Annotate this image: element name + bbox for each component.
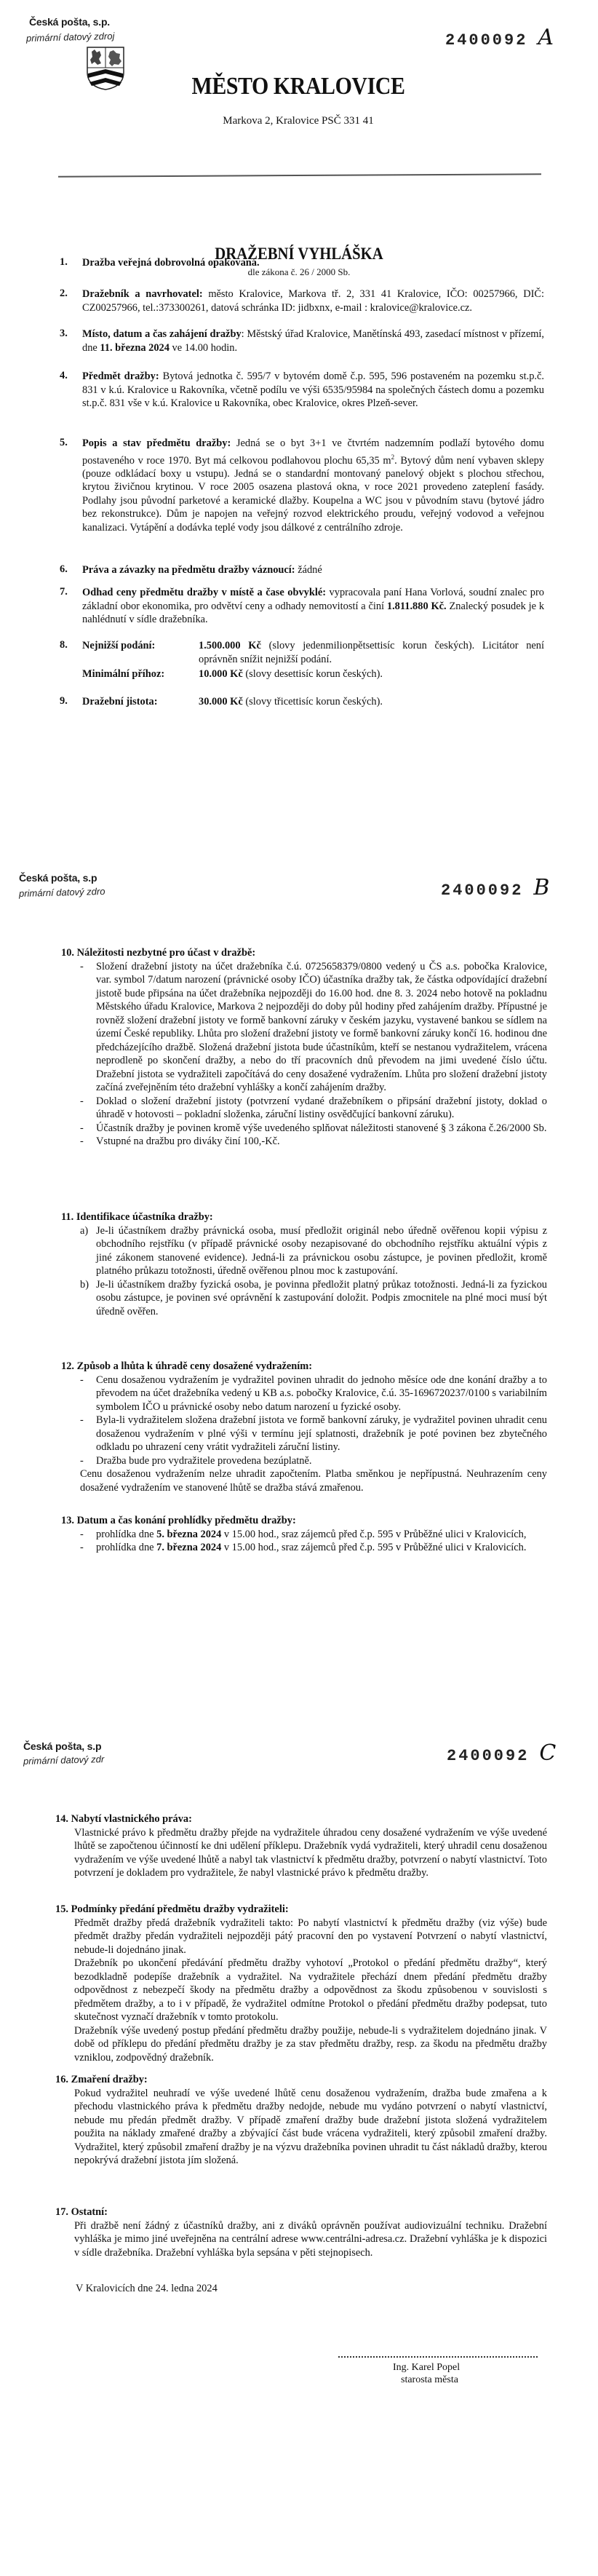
postal-stamp-name: Česká pošta, s.p xyxy=(23,1740,102,1752)
list-item: - Vstupné na dražbu pro diváky činí 100,-Kč. xyxy=(80,1136,280,1147)
section-heading: Odhad ceny předmětu dražby v místě a čase obvyklé: xyxy=(82,587,327,598)
section-heading: Nabytí vlastnického práva: xyxy=(71,1813,192,1825)
section-17 xyxy=(55,2206,547,2259)
section-10 xyxy=(61,946,547,1149)
document-number xyxy=(445,25,554,50)
section-number: 14. xyxy=(55,1813,68,1825)
payment-list xyxy=(80,1374,547,1468)
section-text: Znalecký posudek je k nahlédnutí v sídle dražebníka. xyxy=(82,600,545,625)
section-text: (slovy jedenmilionpětsettisíc korun českých). Licitátor není oprávněn snížit nejnižší podání. xyxy=(199,640,544,665)
section-number: 6. xyxy=(60,563,68,575)
section-number: 17. xyxy=(55,2206,68,2218)
section-heading: Datum a čas konání prohlídky předmětu dražby: xyxy=(76,1515,296,1526)
deposit-label: Dražební jistota: xyxy=(82,696,158,708)
list-item: b) Je-li účastníkem dražby fyzická osoba, je povinna předložit platný průkaz totožnosti. Jedná-li za fyzickou osobu zástupce, je povinen své oprávnění k zastupování doložit. Podpis zmocnitele na plné moci musí být úředně ověřen. xyxy=(80,1278,547,1317)
section-4 xyxy=(52,370,544,411)
section-text: Předmět dražby předá dražebník vydražiteli takto: Po nabytí vlastnictví k předmětu dražby (viz výše) bude předmět dražby předán vydražiteli nejpozději pátý pracovní den po vystavení Potvrzení o nabytí vlastnictví, nebude-li dojednáno jinak. xyxy=(74,1917,547,1956)
section-number: 3. xyxy=(60,328,68,339)
section-heading: Práva a závazky na předmětu dražby váznoucí: xyxy=(82,564,295,576)
section-16 xyxy=(55,2073,547,2168)
section-heading: Ostatní: xyxy=(71,2206,108,2218)
section-heading: Dražebník a navrhovatel: xyxy=(82,288,203,300)
signatory-title: starosta města xyxy=(401,2374,458,2385)
section-text: : Městský úřad Kralovice, Manětínská 493, zasedací místnost v přízemí, dne xyxy=(82,328,544,354)
section-text: Dražebník po ukončení předávání předmětu dražby vyhotoví „Protokol o předání předmětu dražby“, který bezodkladně podepíše dražebník a vydražitel. Na vydražitele přechází dnem předání předmětu dražby odpovědnost z nebezpečí škody na předmětu dražby a odpovědnost za škodu způsobenou v souvislosti s předmětem dražby, a to i v případě, že vydražitel odmítne Protokol o předání předmětu dražby podepsat, tuto skutečnost vyznačí dražebník v tomto protokolu. xyxy=(74,1957,547,2023)
section-1 xyxy=(52,256,544,270)
municipality-title: MĚSTO KRALOVICE xyxy=(191,73,405,100)
document-number xyxy=(441,875,549,900)
section-12 xyxy=(61,1360,547,1494)
section-number: 11. xyxy=(61,1211,74,1223)
auction-date: 11. března 2024 xyxy=(100,341,170,354)
list-item: - Složení dražební jistoty na účet dražebníka č.ú. 0725658379/0800 vedený u ČS a.s. pobočka Kralovice, var. symbol 7/datum narození (právnické osoby IČO) účastníka dražby tak, že částka odpovídající dražební jistotě bude připsána na účet dražebníka nejpozději do 16.00 hod. dne 8. 3. 2024 nebo hotově na pokladnu Městského úřadu Kralovice, Markova 2 nejpozději do doby půl hodiny před zahájením dražby. Přípustné je rovněž složení dražební jistoty ve formě bankovní záruky v českém jazyku, vystavené bankou se sídlem na území České republiky. Lhůta pro složení dražební jistoty ve formě bankovní záruky končí 16. hodinou dne předcházejícího dražbě. Složená dražební jistota bude účastníkům, kteří se nestanou vydražitelem, vrácena neprodleně po skončení dražby, a nebo do tří pracovních dnů převodem na jimi uvedené číslo účtu. Dražební jistota se vydražiteli započítává do ceny dosažené vydražením. Lhůta pro složení dražební jistoty začíná zveřejněním této dražební vyhlášky a končí zahájením dražby. xyxy=(80,960,547,1093)
section-number: 12. xyxy=(61,1360,74,1372)
section-text: Při dražbě není žádný z účastníků dražby, ani z diváků oprávněn používat audiovizuální techniku. Dražební vyhláška je mimo jiné uveřejněna na centrální adrese www.centrálni-adresa.cz. Dražební vyhláška je k dispozici v sídle dražebníka. Dražební vyhláška byla sepsána v pěti stejnopisech. xyxy=(74,2219,547,2259)
section-3 xyxy=(52,328,544,354)
section-14 xyxy=(55,1812,547,1880)
section-13 xyxy=(61,1514,547,1555)
section-text: žádné xyxy=(295,564,322,576)
section-heading: Předmět dražby: xyxy=(82,370,159,382)
section-text: Jedná se o byt 3+1 ve čtvrtém nadzemním podlaží bytového domu postaveného v roce 1970. Byt má celkovou podlahovou plochu 65,35 m xyxy=(82,437,544,467)
section-text: Dražebník výše uvedený postup předání předmětu dražby použije, nebude-li s vydražitelem dojednáno jinak. V době od příklepu do předání předmětu dražby je za stav předmětu dražby, resp. za škodu na předmětu dražby vzniklou, zodpovědný dražebník. xyxy=(74,2024,547,2064)
section-5 xyxy=(52,437,544,534)
section-heading: Dražba veřejná dobrovolná opakovaná. xyxy=(82,257,260,269)
section-number: 8. xyxy=(60,639,68,651)
document-title: DRAŽEBNÍ VYHLÁŠKA xyxy=(215,245,383,263)
postal-stamp-subtitle: primární datový zdr xyxy=(23,1753,105,1767)
document-number-value: 2400092 xyxy=(445,31,528,49)
list-item: - Byla-li vydražitelem složena dražební jistota ve formě bankovní záruky, je vydražitel povinen uhradit cenu dosaženou vydražením v plné výši v termínu její splatnosti, dražebník je poté povinen bez zbytečného odkladu po uhrazení ceny vrátit vydražiteli záruční listiny. xyxy=(80,1414,547,1453)
document-letter: B xyxy=(533,875,550,900)
page-c xyxy=(0,1638,598,2576)
document-subtitle: dle zákona č. 26 / 2000 Sb. xyxy=(247,266,351,277)
list-item: - Dražba bude pro vydražitele provedena bezúplatně. xyxy=(80,1454,312,1467)
page-a xyxy=(0,0,598,801)
list-item: - Cenu dosaženou vydražením je vydražitel povinen uhradit do jednoho měsíce ode dne konání dražby a to převodem na účet dražebníka vedený u KB a.s. pobočky Kralovice, č.ú. 35-1696720237/0100 s variabilním symbolem IČO u právnické osoby nebo datum narození u fyzické osoby. xyxy=(80,1374,547,1413)
section-2 xyxy=(52,288,544,314)
section-text: (slovy třicettisíc korun českých). xyxy=(242,696,383,708)
list-item: - prohlídka dne 5. března 2024 v 15.00 hod., sraz zájemců před č.p. 595 v Průběžné ulici v Kralovicích, xyxy=(80,1528,527,1540)
section-heading: Identifikace účastníka dražby: xyxy=(76,1211,213,1223)
section-text: Vlastnické právo k předmětu dražby přejde na vydražitele úhradou ceny dosažené vydražením ve výše uvedené lhůtě se započtenou účinností ke dni udělení příklepu. Dražebník vydá vydražiteli, který uhradil cenu dosaženou vydražením ve výše uvedené lhůtě a nabyl tak vlastnictví k předmětu dražby, potvrzení o nabytí vlastnictví. Toto potvrzení je dokladem pro vydražitele, že nabyl vlastnické právo k předmětu dražby. xyxy=(74,1826,547,1879)
deposit-amount: 30.000 Kč xyxy=(199,696,243,708)
section-text: město Kralovice, Markova tř. 2, 331 41 Kralovice, IČO: 00257966, DIČ: CZ00257966, tel.:373300261, datová schránka ID: jidbxnx, e-mail : kralovice@kralovice.cz. xyxy=(82,288,544,314)
section-text: Pokud vydražitel neuhradí ve výše uvedené lhůtě cenu dosaženou vydražením, dražba bude zmařena a k přechodu vlastnického práva k předmětu dražby nedojde, nebude mu vydáno potvrzení o nabytí vlastnictví, nebude mu předán předmět dražby. V případě zmaření dražby bude dražební jistota složená vydražitelem použita na náklady zmařené dražby a zbývající část bude vrácena vydražiteli, který způsobil zmaření dražby. Vydražitel, který způsobil zmaření dražby je na výzvu dražebníka povinen uhradit tu část nákladů dražby, kterou nepokrývá dražební jistota jím složená. xyxy=(74,2087,547,2166)
lowest-bid-amount: 1.500.000 Kč xyxy=(199,640,261,651)
lowest-bid-label: Nejnižší podání: xyxy=(82,640,156,651)
min-increment-amount: 10.000 Kč xyxy=(199,668,243,680)
municipality-address: Markova 2, Kralovice PSČ 331 41 xyxy=(223,115,374,127)
requirements-list xyxy=(80,960,547,1149)
min-increment-label: Minimální příhoz: xyxy=(82,668,165,680)
list-item: - Účastník dražby je povinen kromě výše uvedeného splňovat náležitosti stanovené § 3 zákona č.26/2000 Sb. xyxy=(80,1122,547,1134)
identification-list xyxy=(80,1224,547,1319)
postal-stamp-subtitle: primární datový zdro xyxy=(18,885,105,899)
section-number: 16. xyxy=(55,2074,68,2085)
document-number-value: 2400092 xyxy=(447,1747,530,1765)
postal-stamp-name: Česká pošta, s.p xyxy=(19,872,97,884)
section-heading: Místo, datum a čas zahájení dražby xyxy=(82,328,242,340)
section-9 xyxy=(52,695,544,709)
list-item: a) Je-li účastníkem dražby právnická osoba, musí předložit originál nebo úředně ověřenou kopii výpisu z obchodního rejstříku (v případě právnické osoby nezapisované do obchodního rejstříku aktuální výpis z jiné zákonem stanovené evidence). Jedná-li za právnickou osobu zástupce, je povinen předložit, kromě platného průkazu totožnosti, úředně ověřenou plnou moc k zastupování. xyxy=(80,1224,547,1277)
section-number: 2. xyxy=(60,288,68,299)
postal-stamp-subtitle: primární datový zdroj xyxy=(25,30,115,44)
section-number: 15. xyxy=(55,1903,68,1915)
section-heading: Zmaření dražby: xyxy=(71,2074,148,2085)
place-and-date: V Kralovicích dne 24. ledna 2024 xyxy=(76,2283,218,2294)
section-heading: Podmínky předání předmětu dražby vydražiteli: xyxy=(71,1903,289,1915)
estimated-price: 1.811.880 Kč. xyxy=(386,600,447,612)
section-text: ve 14.00 hodin. xyxy=(169,341,238,354)
section-number: 7. xyxy=(60,586,68,598)
document-letter: C xyxy=(539,1740,557,1766)
section-6 xyxy=(52,563,544,577)
section-15 xyxy=(55,1903,547,2064)
section-number: 13. xyxy=(61,1515,74,1526)
section-number: 9. xyxy=(60,695,68,707)
section-8 xyxy=(52,639,544,681)
postal-stamp-name: Česká pošta, s.p. xyxy=(29,16,110,28)
superscript: 2 xyxy=(391,453,395,461)
section-text: . Bytový dům není vybaven sklepy (pouze odkládací boxy u vstupu). Jedná se o standardní montovaný panelový objekt s plochou střechou, krytou živičnou krytinou. V roce 2005 osazena plastová okna, v roce 2021 provedeno zateplení fasády. Podlahy jsou původní parketové a keramické dlažby. Koupelna a WC jsou v původním stavu (bytové jádro bez rekonstrukce). Dům je napojen na veřejný rozvod elektrického proudu, veřejný vodovod a veřejnou kanalizaci. Vytápění a dodávka teplé vody jsou dálkové z centrálního zdroje. xyxy=(82,454,544,534)
section-heading: Způsob a lhůta k úhradě ceny dosažené vydražením: xyxy=(76,1360,313,1372)
document-letter: A xyxy=(538,25,554,50)
section-number: 4. xyxy=(60,370,68,381)
header-divider xyxy=(58,173,541,177)
page-b xyxy=(0,801,598,1638)
section-heading: Popis a stav předmětu dražby: xyxy=(82,437,231,449)
section-text: (slovy desettisíc korun českých). xyxy=(242,668,383,680)
signature-line xyxy=(338,2356,538,2358)
document-number xyxy=(447,1740,556,1766)
section-number: 5. xyxy=(60,437,68,448)
list-item: - prohlídka dne 7. března 2024 v 15.00 hod., sraz zájemců před č.p. 595 v Průběžné ulici v Kralovicích. xyxy=(80,1542,527,1553)
inspection-list xyxy=(80,1528,547,1555)
coat-of-arms-icon xyxy=(86,46,125,91)
section-number: 10. xyxy=(61,947,74,959)
section-text: Bytová jednotka č. 595/7 v bytovém domě č.p. 595, 596 postaveném na pozemku st.p.č. 831 v k.ú. Kralovice u Rakovníka, včetně podílu ve výši 6535/95984 na společných částech domu a pozemku st.p.č. 831 vše v k.ú. Kralovice u Rakovníka, obec Kralovice, okres Plzeň-sever. xyxy=(82,370,544,409)
section-heading: Náležitosti nezbytné pro účast v dražbě: xyxy=(76,947,256,959)
signatory-name: Ing. Karel Popel xyxy=(393,2362,461,2373)
section-text: vypracovala paní Hana Vorlová, soudní znalec pro základní obor ekonomika, pro odvětví ceny a odhady nemovitostí a činí xyxy=(82,587,544,612)
section-7 xyxy=(52,586,544,627)
document-number-value: 2400092 xyxy=(441,881,524,900)
section-number: 1. xyxy=(60,256,68,268)
list-item: - Doklad o složení dražební jistoty (potvrzení vydané dražebníkem o připsání dražební jistoty, doklad o úhradě v hotovosti – pokladní složenka, záruční listiny osvědčující bankovní záruku). xyxy=(80,1095,547,1120)
section-11 xyxy=(61,1210,547,1318)
payment-note: Cenu dosaženou vydražením nelze uhradit započtením. Platba směnkou je nepřípustná. Neuhrazením ceny dosažené vydražením ve stanovené lhůtě se dražba stává zmařenou. xyxy=(80,1468,547,1494)
